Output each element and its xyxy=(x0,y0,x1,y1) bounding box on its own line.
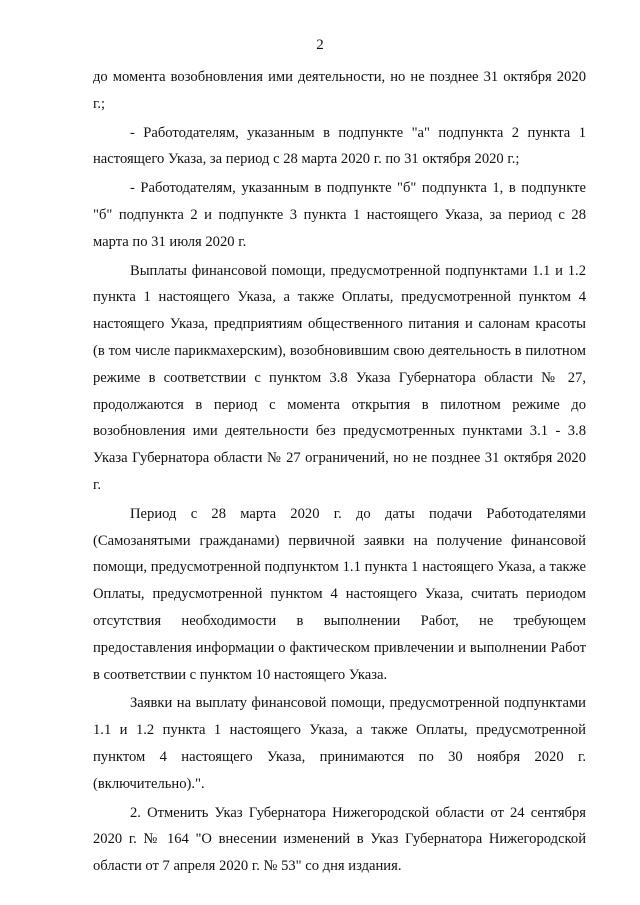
paragraph-period: Период с 28 марта 2020 г. до даты подачи Работодателями (Самозанятыми гражданами) первичной заявки на получение финансовой помощи, предусмотренной подпунктом 1.1 пункта 1 настоящего Указа, а также Оплаты, предусмотренной пунктом 4 настоящего Указа, считать периодом отсутствия необходимости в выполнении Работ, не требующем предоставления информации о фактическом привлечении и выполнении Работ в соответствии с пунктом 10 настоящего Указа. xyxy=(93,505,586,683)
paragraph-cancel-decree: 2. Отменить Указ Губернатора Нижегородской области от 24 сентября 2020 г. № 164 "О внесении изменений в Указ Губернатора Нижегородской области от 7 апреля 2020 г. № 53" со дня издания. xyxy=(93,804,586,875)
paragraph-employers-a: - Работодателям, указанным в подпункте "а" подпункта 2 пункта 1 настоящего Указа, за период с 28 марта 2020 г. по 31 октября 2020 г.; xyxy=(93,124,586,168)
paragraph-continuation: до момента возобновления ими деятельности, но не позднее 31 октября 2020 г.; xyxy=(93,69,586,112)
paragraph-payments: Выплаты финансовой помощи, предусмотренной подпунктами 1.1 и 1.2 пункта 1 настоящего Указа, а также Оплаты, предусмотренной пунктом 4 настоящего Указа, предприятиям общественного питания и салонам красоты (в том числе парикмахерским), возобновившим свою деятельность в пилотном режиме в соответствии с пунктом 3.8 Указа Губернатора области № 27, продолжаются в период с момента открытия в пилотном режиме до возобновления ими деятельности без предусмотренных пунктами 3.1 - 3.8 Указа Губернатора области № 27 ограничений, но не позднее 31 октября 2020 г. xyxy=(93,262,586,493)
paragraph-applications: Заявки на выплату финансовой помощи, предусмотренной подпунктами 1.1 и 1.2 пункта 1 настоящего Указа, а также Оплаты, предусмотренной пунктом 4 настоящего Указа, принимаются по 30 ноября 2020 г. (включительно).". xyxy=(93,695,586,792)
paragraph-employers-b: - Работодателям, указанным в подпункте "б" подпункта 1, в подпункте "б" подпункта 2 и подпункте 3 пункта 1 настоящего Указа, за период с 28 марта по 31 июля 2020 г. xyxy=(93,180,586,250)
document-body xyxy=(93,64,586,880)
page-number: 2 xyxy=(316,37,324,53)
